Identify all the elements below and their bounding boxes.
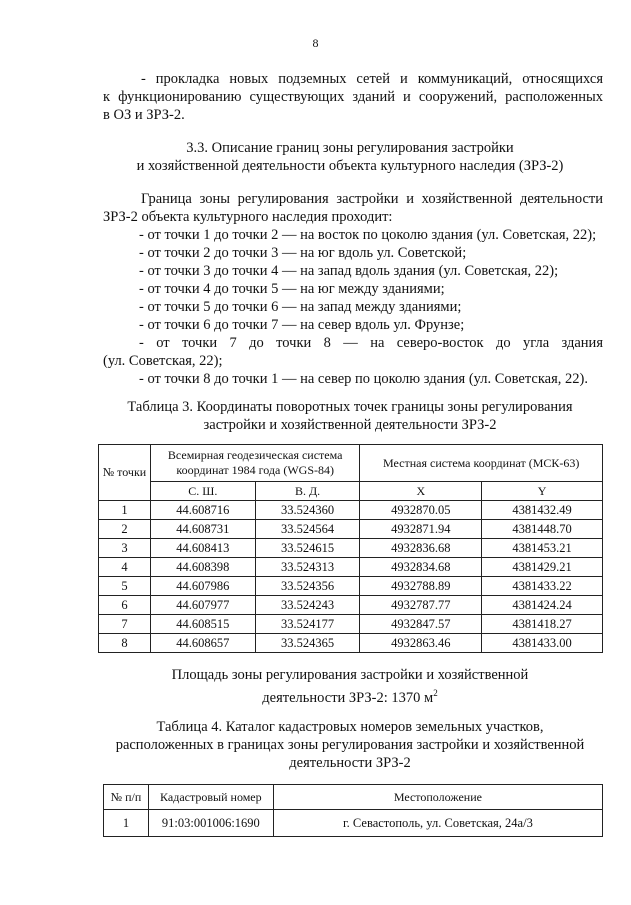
table-cell: 33.524360	[255, 501, 360, 520]
boundary-item: - от точки 7 до точки 8 — на северо-восток до угла здания	[139, 335, 603, 351]
table-cell: 44.608657	[150, 634, 255, 653]
caption-line: Таблица 3. Координаты поворотных точек границы зоны регулирования	[127, 399, 573, 415]
table-cell: 4932787.77	[360, 596, 482, 615]
boundary-item: - от точки 2 до точки 3 — на юг вдоль ул. Советской;	[139, 245, 467, 261]
table-cell: 4932870.05	[360, 501, 482, 520]
table-cell: 4381418.27	[482, 615, 603, 634]
table-cell: 4381424.24	[482, 596, 603, 615]
section-heading-line: и хозяйственной деятельности объекта культурного наследия (ЗРЗ-2)	[136, 158, 564, 174]
table-header-row	[104, 785, 603, 810]
sub-lat-header: С. Ш.	[150, 482, 255, 501]
boundary-item-cont: (ул. Советская, 22);	[103, 353, 223, 369]
col-loc-header: Местоположение	[273, 785, 602, 810]
col-num-header: № п/п	[104, 785, 149, 810]
boundary-item: - от точки 6 до точки 7 — на север вдоль ул. Фрунзе;	[139, 317, 465, 333]
table-cell: 4932788.89	[360, 577, 482, 596]
table-row	[99, 615, 603, 634]
boundary-item: - от точки 1 до точки 2 — на восток по цоколю здания (ул. Советская, 22);	[139, 227, 597, 243]
table-row	[99, 520, 603, 539]
col-msk-header: Местная система координат (МСК-63)	[360, 445, 603, 482]
boundary-item: - от точки 5 до точки 6 — на запад между зданиями;	[139, 299, 462, 315]
table-subheader-row	[99, 482, 603, 501]
sub-x-header: X	[360, 482, 482, 501]
table-cell: 4932871.94	[360, 520, 482, 539]
table-cell: 33.524313	[255, 558, 360, 577]
cadastral-table	[103, 784, 603, 837]
caption-line: застройки и хозяйственной деятельности ЗРЗ-2	[203, 417, 497, 433]
sub-lon-header: В. Д.	[255, 482, 360, 501]
table-cell: 4932863.46	[360, 634, 482, 653]
table-cell: 5	[99, 577, 151, 596]
area-unit-sup: 2	[433, 688, 438, 698]
table-cell: 44.608731	[150, 520, 255, 539]
section-heading	[90, 139, 610, 175]
table-cell: 33.524177	[255, 615, 360, 634]
area-line	[90, 684, 610, 707]
table-row	[99, 539, 603, 558]
table-cell: 44.607986	[150, 577, 255, 596]
table-row	[99, 596, 603, 615]
intro-line: - прокладка новых подземных сетей и коммуникаций, относящихся	[141, 71, 603, 87]
table-cell: 2	[99, 520, 151, 539]
table-cell: 4381433.22	[482, 577, 603, 596]
table-row	[99, 558, 603, 577]
table-cell: 4381433.00	[482, 634, 603, 653]
coordinates-table	[98, 444, 603, 653]
table-cell: 33.524564	[255, 520, 360, 539]
area-line: Площадь зоны регулирования застройки и хозяйственной	[171, 667, 529, 683]
table-cell: 4932834.68	[360, 558, 482, 577]
table-cell: 33.524615	[255, 539, 360, 558]
table-cell: 33.524243	[255, 596, 360, 615]
table-cell: 7	[99, 615, 151, 634]
table-cell: 44.608413	[150, 539, 255, 558]
caption-line: расположенных в границах зоны регулирования застройки и хозяйственной	[115, 737, 585, 753]
boundary-item: - от точки 8 до точки 1 — на север по цоколю здания (ул. Советская, 22).	[139, 371, 588, 387]
table-cell: 6	[99, 596, 151, 615]
table-cell: 44.607977	[150, 596, 255, 615]
table-cell: 4381429.21	[482, 558, 603, 577]
boundary-description	[103, 190, 603, 388]
table-cell: г. Севастополь, ул. Советская, 24а/3	[273, 810, 602, 837]
para-line: ЗРЗ-2 объекта культурного наследия проходит:	[103, 209, 393, 225]
area-value: деятельности ЗРЗ-2: 1370 м	[262, 689, 434, 706]
table-cell: 4932836.68	[360, 539, 482, 558]
table-cell: 4381453.21	[482, 539, 603, 558]
boundary-item: - от точки 4 до точки 5 — на юг между зданиями;	[139, 281, 445, 297]
sub-y-header: Y	[482, 482, 603, 501]
table-cell: 4381448.70	[482, 520, 603, 539]
table-row	[99, 634, 603, 653]
table-cell: 44.608515	[150, 615, 255, 634]
table-cell: 1	[99, 501, 151, 520]
area-statement	[90, 666, 610, 707]
col-cad-header: Кадастровый номер	[148, 785, 273, 810]
table-row	[99, 577, 603, 596]
caption-line: деятельности ЗРЗ-2	[289, 755, 411, 771]
boundary-item: - от точки 3 до точки 4 — на запад вдоль здания (ул. Советская, 22);	[139, 263, 559, 279]
para-line: Граница зоны регулирования застройки и хозяйственной деятельности	[141, 191, 603, 207]
table-cell: 4	[99, 558, 151, 577]
table-cell: 1	[104, 810, 149, 837]
intro-line: к функционированию существующих зданий и сооружений, расположенных	[103, 89, 603, 105]
table-cell: 4381432.49	[482, 501, 603, 520]
col-wgs-header: Всемирная геодезическая система координат 1984 года (WGS-84)	[150, 445, 360, 482]
page-number: 8	[312, 36, 319, 50]
col-point-header: № точки	[99, 445, 151, 501]
table-cell: 44.608716	[150, 501, 255, 520]
table3-caption	[90, 398, 610, 434]
section-heading-line: 3.3. Описание границ зоны регулирования застройки	[186, 140, 514, 156]
intro-paragraph	[103, 70, 603, 124]
table-cell: 33.524356	[255, 577, 360, 596]
table-cell: 33.524365	[255, 634, 360, 653]
table-row	[99, 501, 603, 520]
caption-line: Таблица 4. Каталог кадастровых номеров земельных участков,	[156, 719, 544, 735]
table-row	[104, 810, 603, 837]
table-cell: 4932847.57	[360, 615, 482, 634]
intro-line: в ОЗ и ЗРЗ-2.	[103, 107, 185, 123]
table-header-row	[99, 445, 603, 482]
table-cell: 44.608398	[150, 558, 255, 577]
table-cell: 3	[99, 539, 151, 558]
table-cell: 91:03:001006:1690	[148, 810, 273, 837]
table4-caption	[90, 718, 610, 772]
table-cell: 8	[99, 634, 151, 653]
